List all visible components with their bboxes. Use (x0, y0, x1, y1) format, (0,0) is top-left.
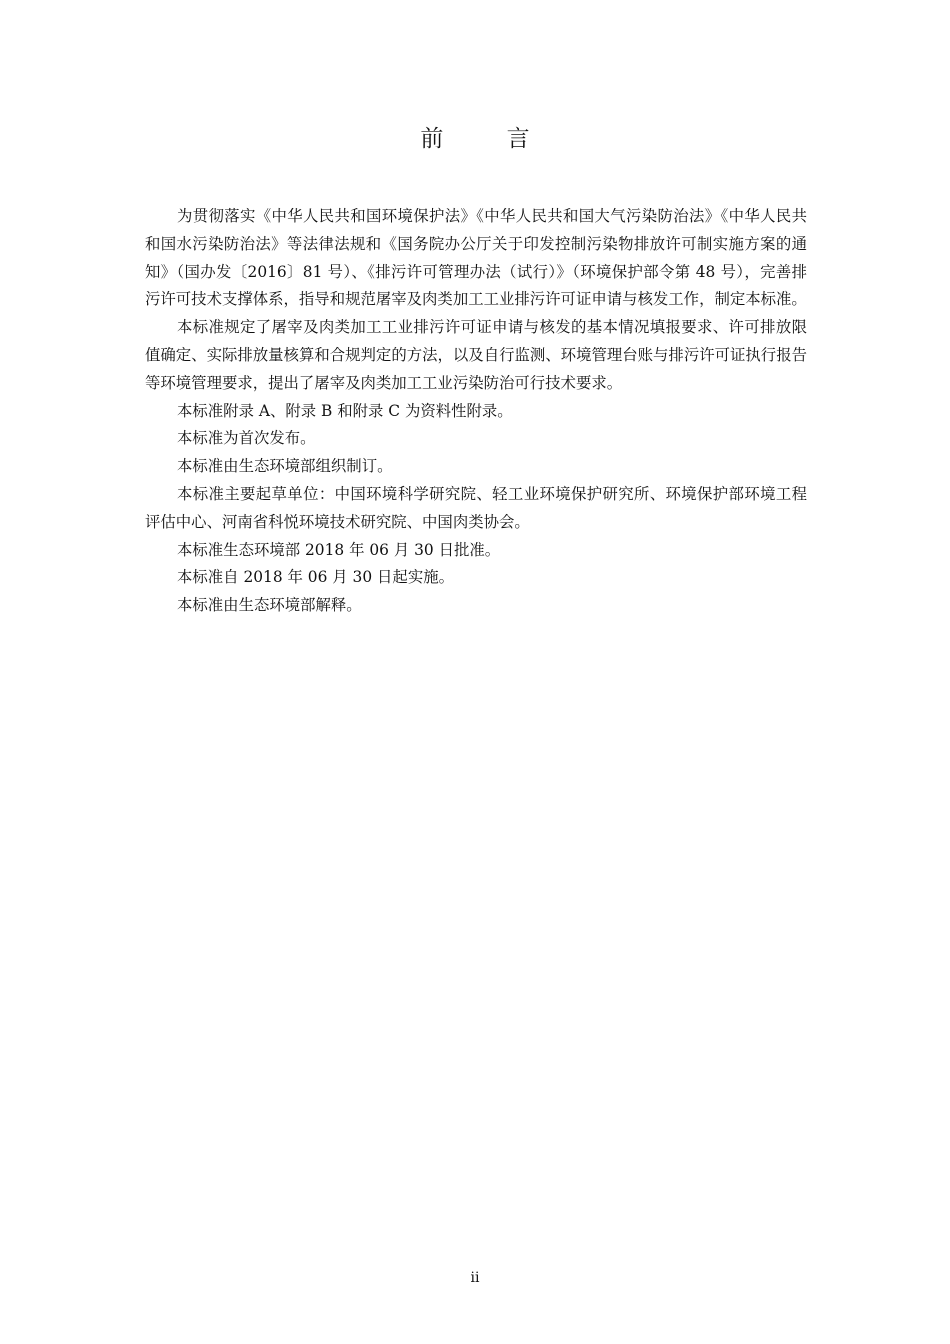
document-body (145, 203, 807, 620)
paragraph-approval-date: 本标准生态环境部 2018 年 06 月 30 日批准。 (177, 540, 501, 559)
paragraph-first-release: 本标准为首次发布。 (177, 429, 316, 448)
paragraph-organizer: 本标准由生态环境部组织制订。 (177, 457, 393, 476)
paragraph-appendix: 本标准附录 A、附录 B 和附录 C 为资料性附录。 (177, 401, 513, 420)
paragraph-drafting-units: 本标准主要起草单位：中国环境科学研究院、轻工业环境保护研究所、环境保护部环境工程评估中心、河南省科悦环境技术研究院、中国肉类协会。 (145, 484, 807, 531)
paragraph-interpretation: 本标准由生态环境部解释。 (177, 596, 362, 615)
paragraph-effective-date: 本标准自 2018 年 06 月 30 日起实施。 (177, 568, 454, 587)
paragraph-scope: 本标准规定了屠宰及肉类加工工业排污许可证申请与核发的基本情况填报要求、许可排放限值确定、实际排放量核算和合规判定的方法，以及自行监测、环境管理台账与排污许可证执行报告等环境管理要求，提出了屠宰及肉类加工工业污染防治可行技术要求。 (145, 318, 807, 392)
page-number: ii (470, 1270, 480, 1286)
page-title: 前 言 (420, 126, 558, 152)
paragraph-purpose: 为贯彻落实《中华人民共和国环境保护法》《中华人民共和国大气污染防治法》《中华人民共和国水污染防治法》等法律法规和《国务院办公厅关于印发控制污染物排放许可制实施方案的通知》（国办发〔2016〕81 号）、《排污许可管理办法（试行）》（环境保护部令第 48 号），完善排污许可技术支撑体系，指导和规范屠宰及肉类加工工业排污许可证申请与核发工作，制定本标准。 (145, 207, 807, 309)
